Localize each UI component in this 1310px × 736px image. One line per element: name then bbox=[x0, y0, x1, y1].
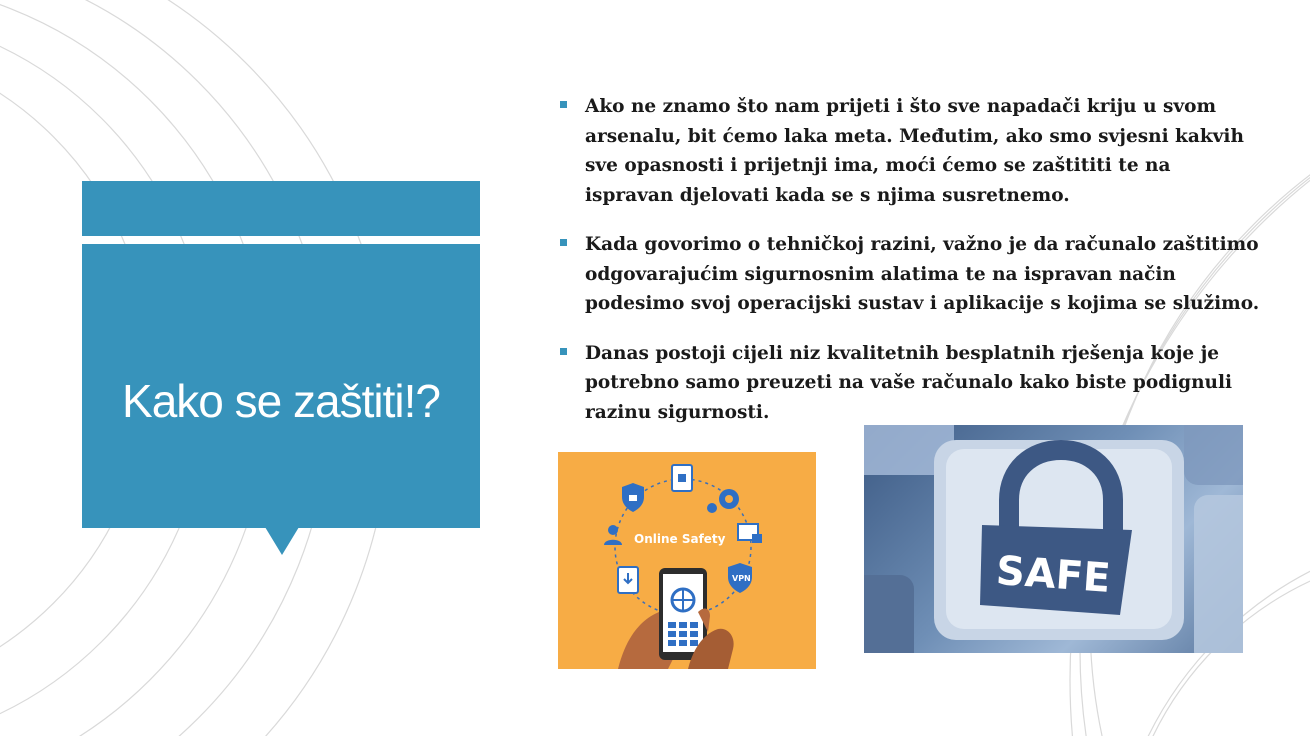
bullet-marker bbox=[560, 348, 567, 355]
bullet-marker bbox=[560, 101, 567, 108]
slide-title: Kako se zaštiti!? bbox=[122, 375, 440, 427]
bullet-list bbox=[560, 92, 1260, 447]
online-safety-label: Online Safety bbox=[634, 532, 726, 546]
bullet-item bbox=[560, 339, 1260, 428]
online-safety-illustration bbox=[558, 452, 816, 669]
title-box bbox=[82, 244, 480, 528]
bullet-item bbox=[560, 92, 1260, 210]
safe-key-image bbox=[864, 425, 1243, 653]
bullet-item bbox=[560, 230, 1260, 319]
bullet-marker bbox=[560, 239, 567, 246]
title-pointer bbox=[265, 527, 299, 555]
title-accent-bar bbox=[82, 181, 480, 236]
svg-text:VPN: VPN bbox=[732, 574, 751, 583]
bullet-text: Ako ne znamo što nam prijeti i što sve napadači kriju u svom arsenalu, bit ćemo laka meta. Međutim, ako smo svjesni kakvih sve opasnosti i prijetnji ima, moći ćemo se zaštititi te na ispravan djelovati kada se s njima susretnemo. bbox=[585, 96, 1244, 206]
user-icon bbox=[608, 525, 618, 535]
bullet-text: Danas postoji cijeli niz kvalitetnih besplatnih rješenja koje je potrebno samo preuzeti na vaše računalo kako biste podignuli razinu sigurnosti. bbox=[585, 342, 1233, 423]
bullet-text: Kada govorimo o tehničkoj razini, važno je da računalo zaštitimo odgovarajućim sigurnosnim alatima te na ispravan način podesimo svoj operacijski sustav i aplikacije s kojima se služimo. bbox=[585, 234, 1260, 314]
online-safety-image bbox=[558, 452, 816, 669]
safe-key-illustration bbox=[864, 425, 1243, 653]
safe-label: SAFE bbox=[994, 548, 1112, 602]
